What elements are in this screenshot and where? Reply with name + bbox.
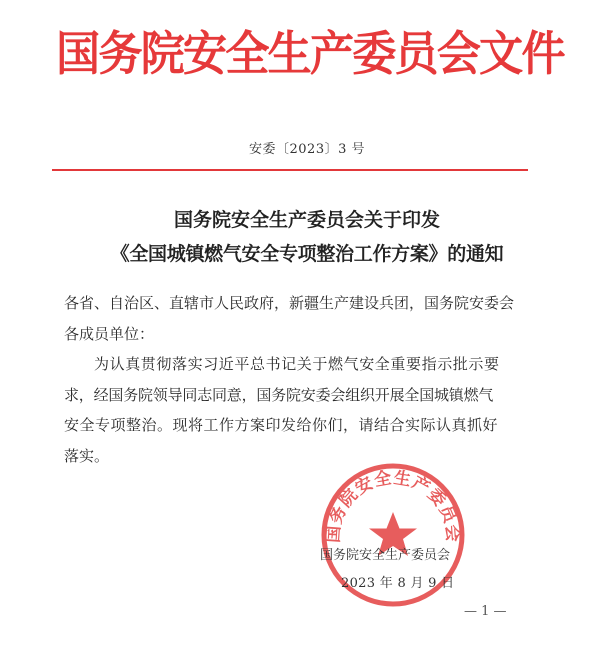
body-paragraph-line-4: 落实。 — [64, 447, 110, 465]
document-title-line-2: 《全国城镇燃气安全专项整治工作方案》的通知 — [110, 243, 504, 265]
issue-date: 2023 年 8 月 9 日 — [341, 576, 455, 591]
svg-text:国务院安全生产委员会: 国务院安全生产委员会 — [323, 468, 463, 544]
issuer-name: 国务院安全生产委员会 — [320, 548, 451, 563]
body-paragraph-line-1: 为认真贯彻落实习近平总书记关于燃气安全重要指示批示要 — [94, 355, 500, 373]
red-divider — [52, 169, 528, 171]
body-paragraph-line-2: 求，经国务院领导同志同意，国务院安委会组织开展全国城镇燃气 — [64, 386, 494, 404]
document-number: 安委〔2023〕3 号 — [249, 142, 365, 157]
page-number: — 1 — — [464, 604, 507, 619]
addressee-line-1: 各省、自治区、直辖市人民政府，新疆生产建设兵团，国务院安委会 — [64, 294, 515, 312]
masthead-title: 国务院安全生产委员会文件 — [56, 27, 564, 82]
document-title-line-1: 国务院安全生产委员会关于印发 — [173, 209, 440, 231]
addressee-line-2: 各成员单位： — [64, 325, 155, 343]
body-paragraph-line-3: 安全专项整治。现将工作方案印发给你们，请结合实际认真抓好 — [64, 416, 499, 434]
